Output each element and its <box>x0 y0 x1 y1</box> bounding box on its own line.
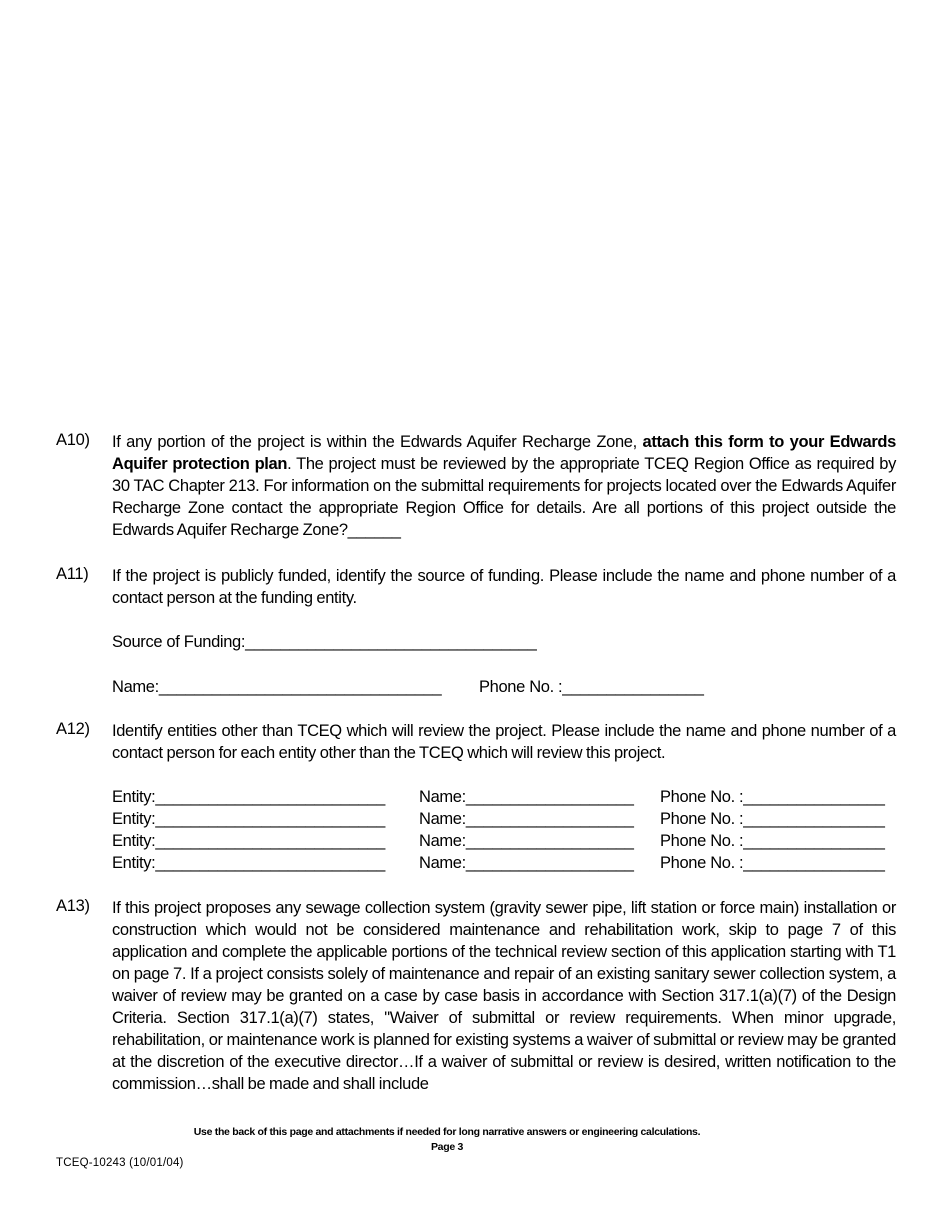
entity-phone-field[interactable]: Phone No. :________________ <box>660 810 885 828</box>
paragraph-a10 <box>112 431 896 541</box>
entity-name-field[interactable]: Name:___________________ <box>419 832 634 850</box>
paragraph-a12: Identify entities other than TCEQ which will review the project. Please include the name and phone number of a contact person for each entity other than the TCEQ which will review this project. <box>112 722 896 762</box>
entity-name-field[interactable]: Name:___________________ <box>419 788 634 806</box>
footer-instruction: Use the back of this page and attachments if needed for long narrative answers or engineering calculations. <box>193 1126 701 1138</box>
item-number-a13: A13) <box>56 897 90 915</box>
entity-name-field[interactable]: Name:___________________ <box>419 854 634 872</box>
a10-lead-text: If any portion of the project is within the Edwards Aquifer Recharge Zone, <box>112 433 643 451</box>
item-number-a10: A10) <box>56 431 90 449</box>
entity-phone-field[interactable]: Phone No. :________________ <box>660 788 885 806</box>
entity-name-field[interactable]: Name:___________________ <box>419 810 634 828</box>
funding-contact-phone-field[interactable]: Phone No. :________________ <box>479 678 704 696</box>
a10-rest-text: . The project must be reviewed by the appropriate TCEQ Region Office as required by 30 TAC Chapter 213. For information on the submittal requirements for projects located over the Edwards Aquifer Recharge Zone contact the appropriate Region Office for details. Are all portions of this project outside the Edwards Aquifer Recharge Zone?______ <box>112 455 896 539</box>
a10-bold-instruction: attach this form to your Edwards Aquifer protection plan <box>112 433 896 473</box>
entity-field[interactable]: Entity:__________________________ <box>112 810 385 828</box>
page-number: Page 3 <box>430 1141 464 1153</box>
paragraph-a13: If this project proposes any sewage collection system (gravity sewer pipe, lift station or force main) installation or construction which would not be considered maintenance and rehabilitation work, skip to page 7 of this application and complete the applicable portions of the technical review section of this application starting with T1 on page 7. If a project consists solely of maintenance and repair of an existing sanitary sewer collection system, a waiver of review may be granted on a case by case basis in accordance with Section 317.1(a)(7) of the Design Criteria. Section 317.1(a)(7) states, "Waiver of submittal or review requirements. When minor upgrade, rehabilitation, or maintenance work is planned for existing systems a waiver of submittal or review may be granted at the discretion of the executive director…If a waiver of submittal or review is desired, written notification to the commission…shall be made and shall include <box>112 899 896 1093</box>
form-id: TCEQ-10243 (10/01/04) <box>56 1157 184 1169</box>
entity-field[interactable]: Entity:__________________________ <box>112 788 385 806</box>
entity-phone-field[interactable]: Phone No. :________________ <box>660 854 885 872</box>
funding-contact-name-field[interactable]: Name:________________________________ <box>112 678 442 696</box>
paragraph-a11: If the project is publicly funded, identify the source of funding. Please include the name and phone number of a contact person at the funding entity. <box>112 567 896 607</box>
entity-field[interactable]: Entity:__________________________ <box>112 832 385 850</box>
entity-field[interactable]: Entity:__________________________ <box>112 854 385 872</box>
entity-phone-field[interactable]: Phone No. :________________ <box>660 832 885 850</box>
source-of-funding-field[interactable]: Source of Funding:_________________________________ <box>112 633 537 651</box>
item-number-a12: A12) <box>56 720 90 738</box>
item-number-a11: A11) <box>56 565 89 583</box>
